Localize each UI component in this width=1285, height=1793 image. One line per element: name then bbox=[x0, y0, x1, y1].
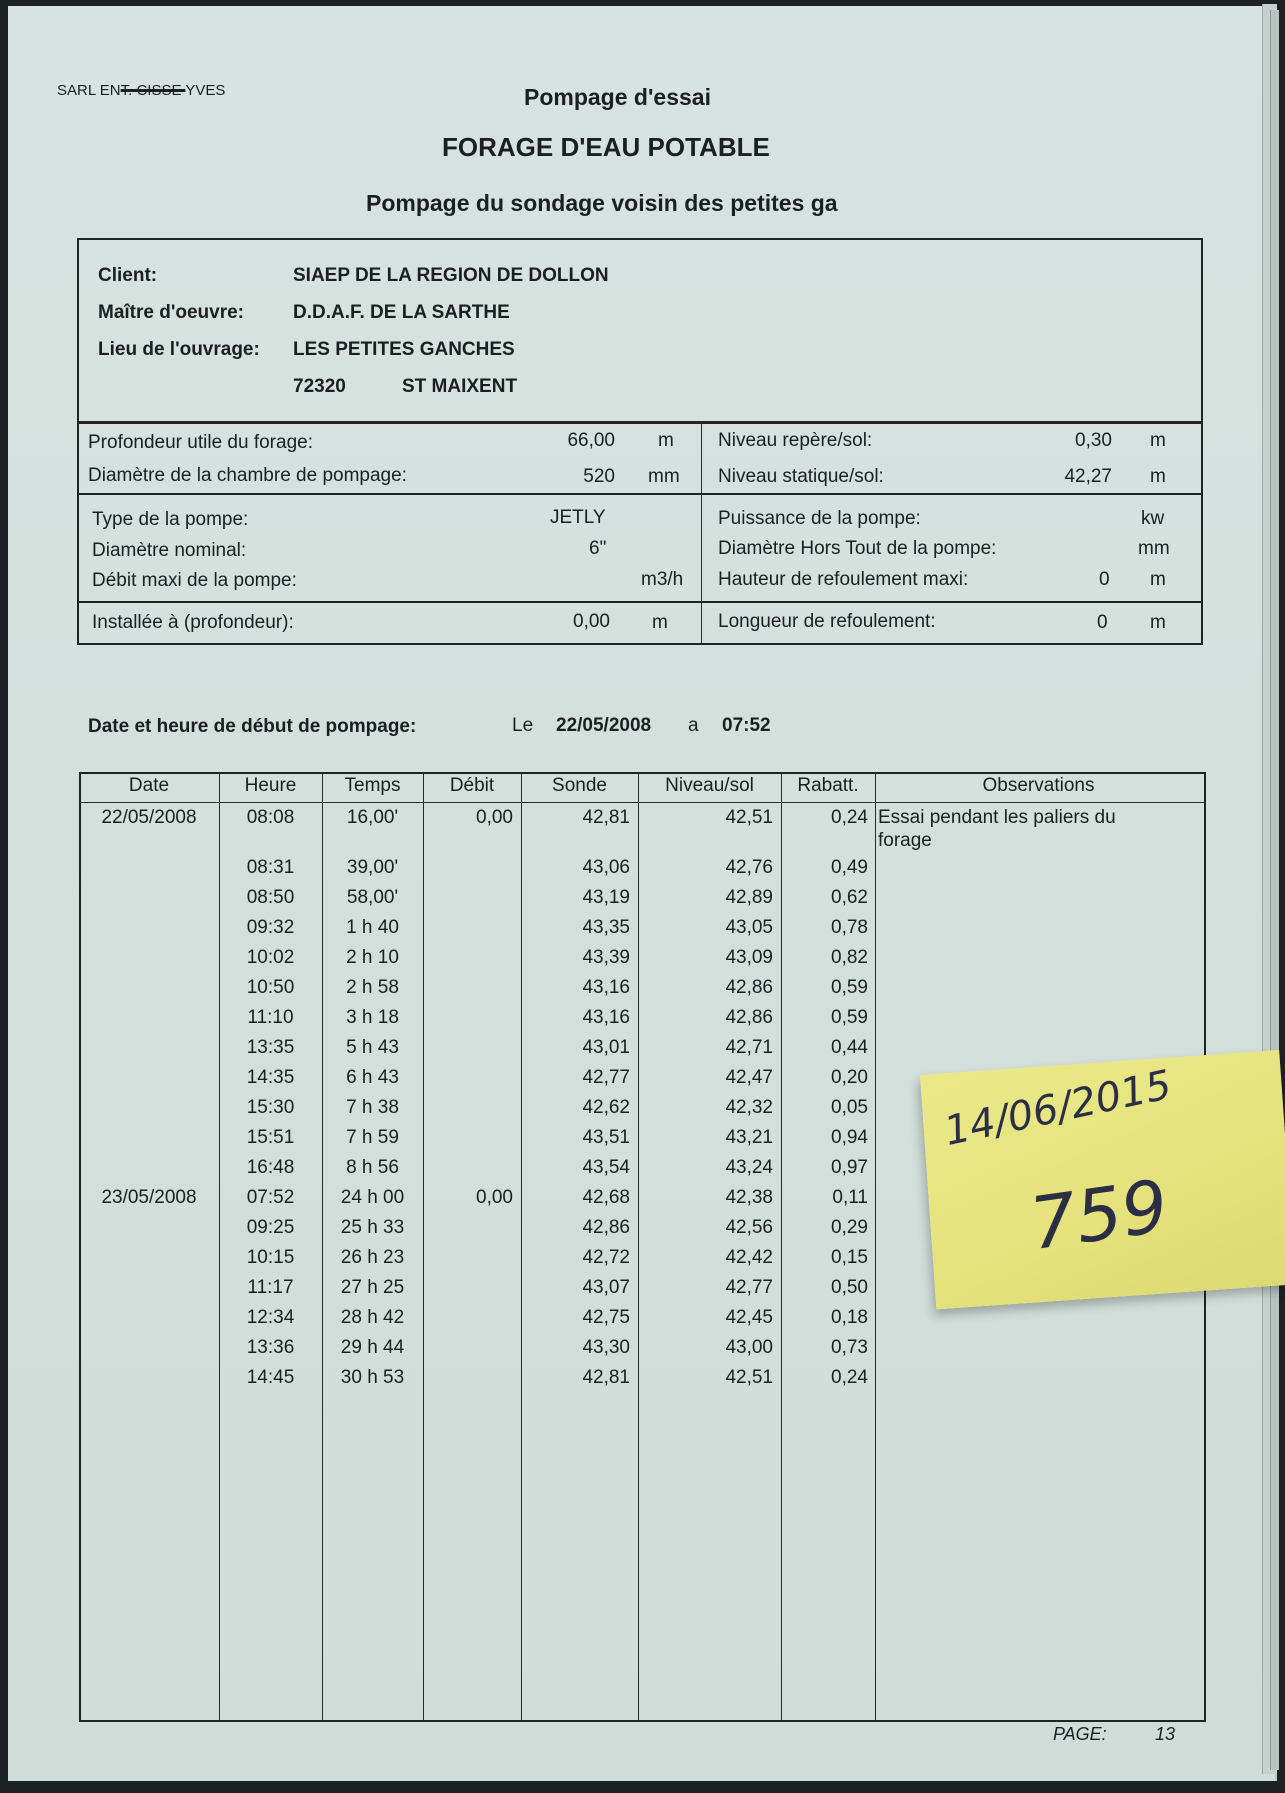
col-header-debit: Débit bbox=[449, 775, 495, 796]
cell-rabatt: 0,05 bbox=[831, 1097, 868, 1118]
cell-temps: 2 h 10 bbox=[346, 947, 399, 968]
cell-date: 22/05/2008 bbox=[101, 807, 197, 828]
cell-temps: 28 h 42 bbox=[340, 1307, 405, 1328]
cell-rabatt: 0,59 bbox=[831, 977, 868, 998]
debit-unit: m3/h bbox=[641, 569, 684, 590]
cell-rabatt: 0,24 bbox=[831, 807, 868, 828]
start-a: a bbox=[688, 715, 699, 736]
niv-stat-unit: m bbox=[1150, 466, 1166, 487]
table-header-line bbox=[80, 802, 1204, 803]
cell-niveau: 42,45 bbox=[725, 1307, 773, 1328]
cell-rabatt: 0,20 bbox=[831, 1067, 868, 1088]
type-label: Type de la pompe: bbox=[92, 509, 249, 530]
cell-sonde: 42,81 bbox=[582, 807, 630, 828]
doc-subtitle-2: Pompage du sondage voisin des petites ga bbox=[366, 190, 838, 216]
cell-rabatt: 0,44 bbox=[831, 1037, 868, 1058]
niv-rep-label: Niveau repère/sol: bbox=[718, 430, 873, 451]
puiss-label: Puissance de la pompe: bbox=[718, 508, 921, 529]
cell-temps: 30 h 53 bbox=[340, 1367, 405, 1388]
col-line bbox=[521, 772, 522, 1720]
cell-rabatt: 0,78 bbox=[831, 917, 868, 938]
cell-heure: 12:34 bbox=[246, 1307, 295, 1328]
col-header-temps: Temps bbox=[344, 775, 401, 796]
cell-heure: 09:32 bbox=[246, 917, 295, 938]
cell-rabatt: 0,15 bbox=[831, 1247, 868, 1268]
cell-temps: 27 h 25 bbox=[340, 1277, 405, 1298]
start-time: 07:52 bbox=[722, 715, 771, 736]
doc-title: Pompage d'essai bbox=[524, 84, 711, 110]
cell-heure: 08:50 bbox=[246, 887, 295, 908]
col-header-observations: Observations bbox=[982, 775, 1095, 796]
cell-heure: 11:10 bbox=[247, 1007, 294, 1028]
cell-niveau: 42,42 bbox=[725, 1247, 773, 1268]
col-header-sonde: Sonde bbox=[552, 775, 607, 796]
cell-sonde: 43,16 bbox=[582, 1007, 630, 1028]
start-le: Le bbox=[512, 715, 534, 736]
cell-niveau: 42,76 bbox=[725, 857, 773, 878]
diam-ch-unit: mm bbox=[648, 466, 680, 487]
specs-divider bbox=[701, 421, 702, 643]
cell-sonde: 43,35 bbox=[582, 917, 630, 938]
cell-temps: 26 h 23 bbox=[340, 1247, 405, 1268]
col-header-rabatt: Rabatt. bbox=[797, 775, 859, 796]
cell-temps: 6 h 43 bbox=[346, 1067, 399, 1088]
cell-sonde: 43,39 bbox=[582, 947, 630, 968]
col-line bbox=[423, 772, 424, 1720]
cell-temps: 3 h 18 bbox=[346, 1007, 399, 1028]
city: ST MAIXENT bbox=[402, 376, 518, 397]
cell-rabatt: 0,49 bbox=[831, 857, 868, 878]
haut-unit: m bbox=[1150, 569, 1166, 590]
cell-niveau: 42,51 bbox=[725, 807, 773, 828]
start-date: 22/05/2008 bbox=[556, 715, 652, 736]
diam-ch-value: 520 bbox=[583, 466, 615, 487]
cell-temps: 2 h 58 bbox=[346, 977, 399, 998]
cell-sonde: 43,19 bbox=[582, 887, 630, 908]
cell-sonde: 43,30 bbox=[582, 1337, 630, 1358]
sticky-note bbox=[920, 1050, 1285, 1310]
cell-niveau: 42,86 bbox=[725, 1007, 773, 1028]
stacked-pages-edge-back bbox=[1270, 10, 1279, 1770]
cell-debit: 0,00 bbox=[476, 1187, 513, 1208]
cell-niveau: 42,38 bbox=[725, 1187, 773, 1208]
haut-label: Hauteur de refoulement maxi: bbox=[718, 569, 969, 590]
cell-temps: 7 h 38 bbox=[346, 1097, 399, 1118]
cell-date: 23/05/2008 bbox=[101, 1187, 197, 1208]
cell-sonde: 42,72 bbox=[582, 1247, 630, 1268]
start-label: Date et heure de début de pompage: bbox=[88, 716, 417, 737]
cell-temps: 5 h 43 bbox=[346, 1037, 399, 1058]
cell-observations: Essai pendant les paliers du bbox=[878, 807, 1116, 828]
cell-sonde: 42,62 bbox=[582, 1097, 630, 1118]
client-label: Client: bbox=[98, 265, 158, 286]
prof-value: 66,00 bbox=[567, 430, 615, 451]
col-header-date: Date bbox=[128, 775, 170, 796]
cell-temps: 24 h 00 bbox=[340, 1187, 405, 1208]
moe-value: D.D.A.F. DE LA SARTHE bbox=[293, 302, 510, 323]
cell-rabatt: 0,18 bbox=[831, 1307, 868, 1328]
niv-rep-unit: m bbox=[1150, 430, 1166, 451]
cell-heure: 14:45 bbox=[246, 1367, 295, 1388]
cell-sonde: 43,16 bbox=[582, 977, 630, 998]
cell-niveau: 42,77 bbox=[725, 1277, 773, 1298]
moe-label: Maître d'oeuvre: bbox=[98, 302, 244, 323]
cell-sonde: 42,68 bbox=[582, 1187, 630, 1208]
cell-heure: 13:35 bbox=[246, 1037, 295, 1058]
diam-ch-label: Diamètre de la chambre de pompage: bbox=[88, 465, 407, 486]
type-value: JETLY bbox=[550, 507, 606, 528]
sticky-date: 14/06/2015 bbox=[940, 1061, 1176, 1155]
cell-sonde: 43,51 bbox=[582, 1127, 630, 1148]
cell-sonde: 43,54 bbox=[582, 1157, 630, 1178]
inst-value: 0,00 bbox=[573, 611, 610, 632]
col-line bbox=[875, 772, 876, 1720]
page-label: PAGE: bbox=[1053, 1724, 1107, 1744]
cell-temps: 29 h 44 bbox=[340, 1337, 405, 1358]
cell-niveau: 42,47 bbox=[725, 1067, 773, 1088]
cell-debit: 0,00 bbox=[476, 807, 513, 828]
cell-niveau: 42,51 bbox=[725, 1367, 773, 1388]
col-header-heure: Heure bbox=[244, 775, 297, 796]
diam-nom-label: Diamètre nominal: bbox=[92, 540, 247, 561]
col-line bbox=[781, 772, 782, 1720]
prof-label: Profondeur utile du forage: bbox=[88, 432, 313, 453]
niv-stat-value: 42,27 bbox=[1064, 466, 1112, 487]
cell-heure: 11:17 bbox=[247, 1277, 294, 1298]
cell-heure: 08:08 bbox=[246, 807, 295, 828]
cell-temps: 16,00' bbox=[346, 807, 399, 828]
long-value: 0 bbox=[1097, 612, 1108, 633]
cell-heure: 10:50 bbox=[246, 977, 295, 998]
cell-sonde: 43,07 bbox=[582, 1277, 630, 1298]
cell-niveau: 43,05 bbox=[725, 917, 773, 938]
cell-sonde: 43,01 bbox=[582, 1037, 630, 1058]
cell-heure: 15:30 bbox=[246, 1097, 295, 1118]
cell-niveau: 43,24 bbox=[725, 1157, 773, 1178]
company-name: SARL ENT. CISSE YVES bbox=[57, 82, 226, 99]
cell-sonde: 42,86 bbox=[582, 1217, 630, 1238]
debit-label: Débit maxi de la pompe: bbox=[92, 570, 297, 591]
cell-rabatt: 0,11 bbox=[832, 1187, 868, 1208]
cell-heure: 09:25 bbox=[246, 1217, 295, 1238]
cell-sonde: 42,77 bbox=[582, 1067, 630, 1088]
cell-rabatt: 0,73 bbox=[831, 1337, 868, 1358]
cell-rabatt: 0,62 bbox=[831, 887, 868, 908]
cell-heure: 08:31 bbox=[246, 857, 295, 878]
diam-ht-unit: mm bbox=[1138, 538, 1170, 559]
niv-rep-value: 0,30 bbox=[1075, 430, 1112, 451]
col-line bbox=[322, 772, 323, 1720]
diam-ht-label: Diamètre Hors Tout de la pompe: bbox=[718, 538, 997, 559]
cell-rabatt: 0,82 bbox=[831, 947, 868, 968]
cell-heure: 16:48 bbox=[246, 1157, 295, 1178]
cell-rabatt: 0,94 bbox=[831, 1127, 868, 1148]
cell-heure: 07:52 bbox=[246, 1187, 295, 1208]
doc-subtitle: FORAGE D'EAU POTABLE bbox=[442, 132, 770, 162]
cell-niveau: 42,86 bbox=[725, 977, 773, 998]
cell-heure: 13:36 bbox=[246, 1337, 295, 1358]
cell-temps: 7 h 59 bbox=[346, 1127, 399, 1148]
cell-rabatt: 0,29 bbox=[831, 1217, 868, 1238]
lieu-value: LES PETITES GANCHES bbox=[293, 339, 515, 360]
cell-rabatt: 0,59 bbox=[831, 1007, 868, 1028]
lieu-label: Lieu de l'ouvrage: bbox=[98, 339, 260, 360]
client-box bbox=[77, 238, 1203, 424]
cell-niveau: 42,32 bbox=[725, 1097, 773, 1118]
cell-niveau: 42,71 bbox=[725, 1037, 773, 1058]
cell-sonde: 42,75 bbox=[582, 1307, 630, 1328]
cell-heure: 10:15 bbox=[246, 1247, 295, 1268]
cell-niveau: 43,21 bbox=[725, 1127, 773, 1148]
cell-temps: 39,00' bbox=[346, 857, 399, 878]
cell-niveau: 42,56 bbox=[725, 1217, 773, 1238]
postcode: 72320 bbox=[293, 376, 346, 397]
cell-rabatt: 0,97 bbox=[831, 1157, 868, 1178]
cell-niveau: 43,00 bbox=[725, 1337, 773, 1358]
cell-heure: 10:02 bbox=[246, 947, 295, 968]
long-unit: m bbox=[1150, 612, 1166, 633]
cell-sonde: 43,06 bbox=[582, 857, 630, 878]
niv-stat-label: Niveau statique/sol: bbox=[718, 466, 884, 487]
cell-rabatt: 0,50 bbox=[831, 1277, 868, 1298]
cell-temps: 1 h 40 bbox=[346, 917, 399, 938]
cell-temps: 58,00' bbox=[346, 887, 399, 908]
inst-unit: m bbox=[652, 612, 668, 633]
cell-niveau: 43,09 bbox=[725, 947, 773, 968]
cell-observations-cont: forage bbox=[878, 830, 932, 851]
cell-heure: 15:51 bbox=[246, 1127, 295, 1148]
puiss-unit: kw bbox=[1141, 508, 1165, 529]
long-label: Longueur de refoulement: bbox=[718, 611, 936, 632]
cell-rabatt: 0,24 bbox=[831, 1367, 868, 1388]
col-line bbox=[219, 772, 220, 1720]
cell-temps: 25 h 33 bbox=[340, 1217, 405, 1238]
cell-niveau: 42,89 bbox=[725, 887, 773, 908]
col-header-niveau: Niveau/sol bbox=[665, 775, 754, 796]
cell-sonde: 42,81 bbox=[582, 1367, 630, 1388]
diam-nom-value: 6" bbox=[589, 538, 607, 559]
inst-label: Installée à (profondeur): bbox=[92, 612, 294, 633]
sticky-number: 759 bbox=[1025, 1163, 1173, 1267]
col-line bbox=[638, 772, 639, 1720]
client-value: SIAEP DE LA REGION DE DOLLON bbox=[293, 265, 609, 286]
cell-temps: 8 h 56 bbox=[346, 1157, 399, 1178]
haut-value: 0 bbox=[1099, 569, 1110, 590]
prof-unit: m bbox=[658, 430, 674, 451]
cell-heure: 14:35 bbox=[246, 1067, 295, 1088]
page-number: 13 bbox=[1155, 1724, 1176, 1744]
